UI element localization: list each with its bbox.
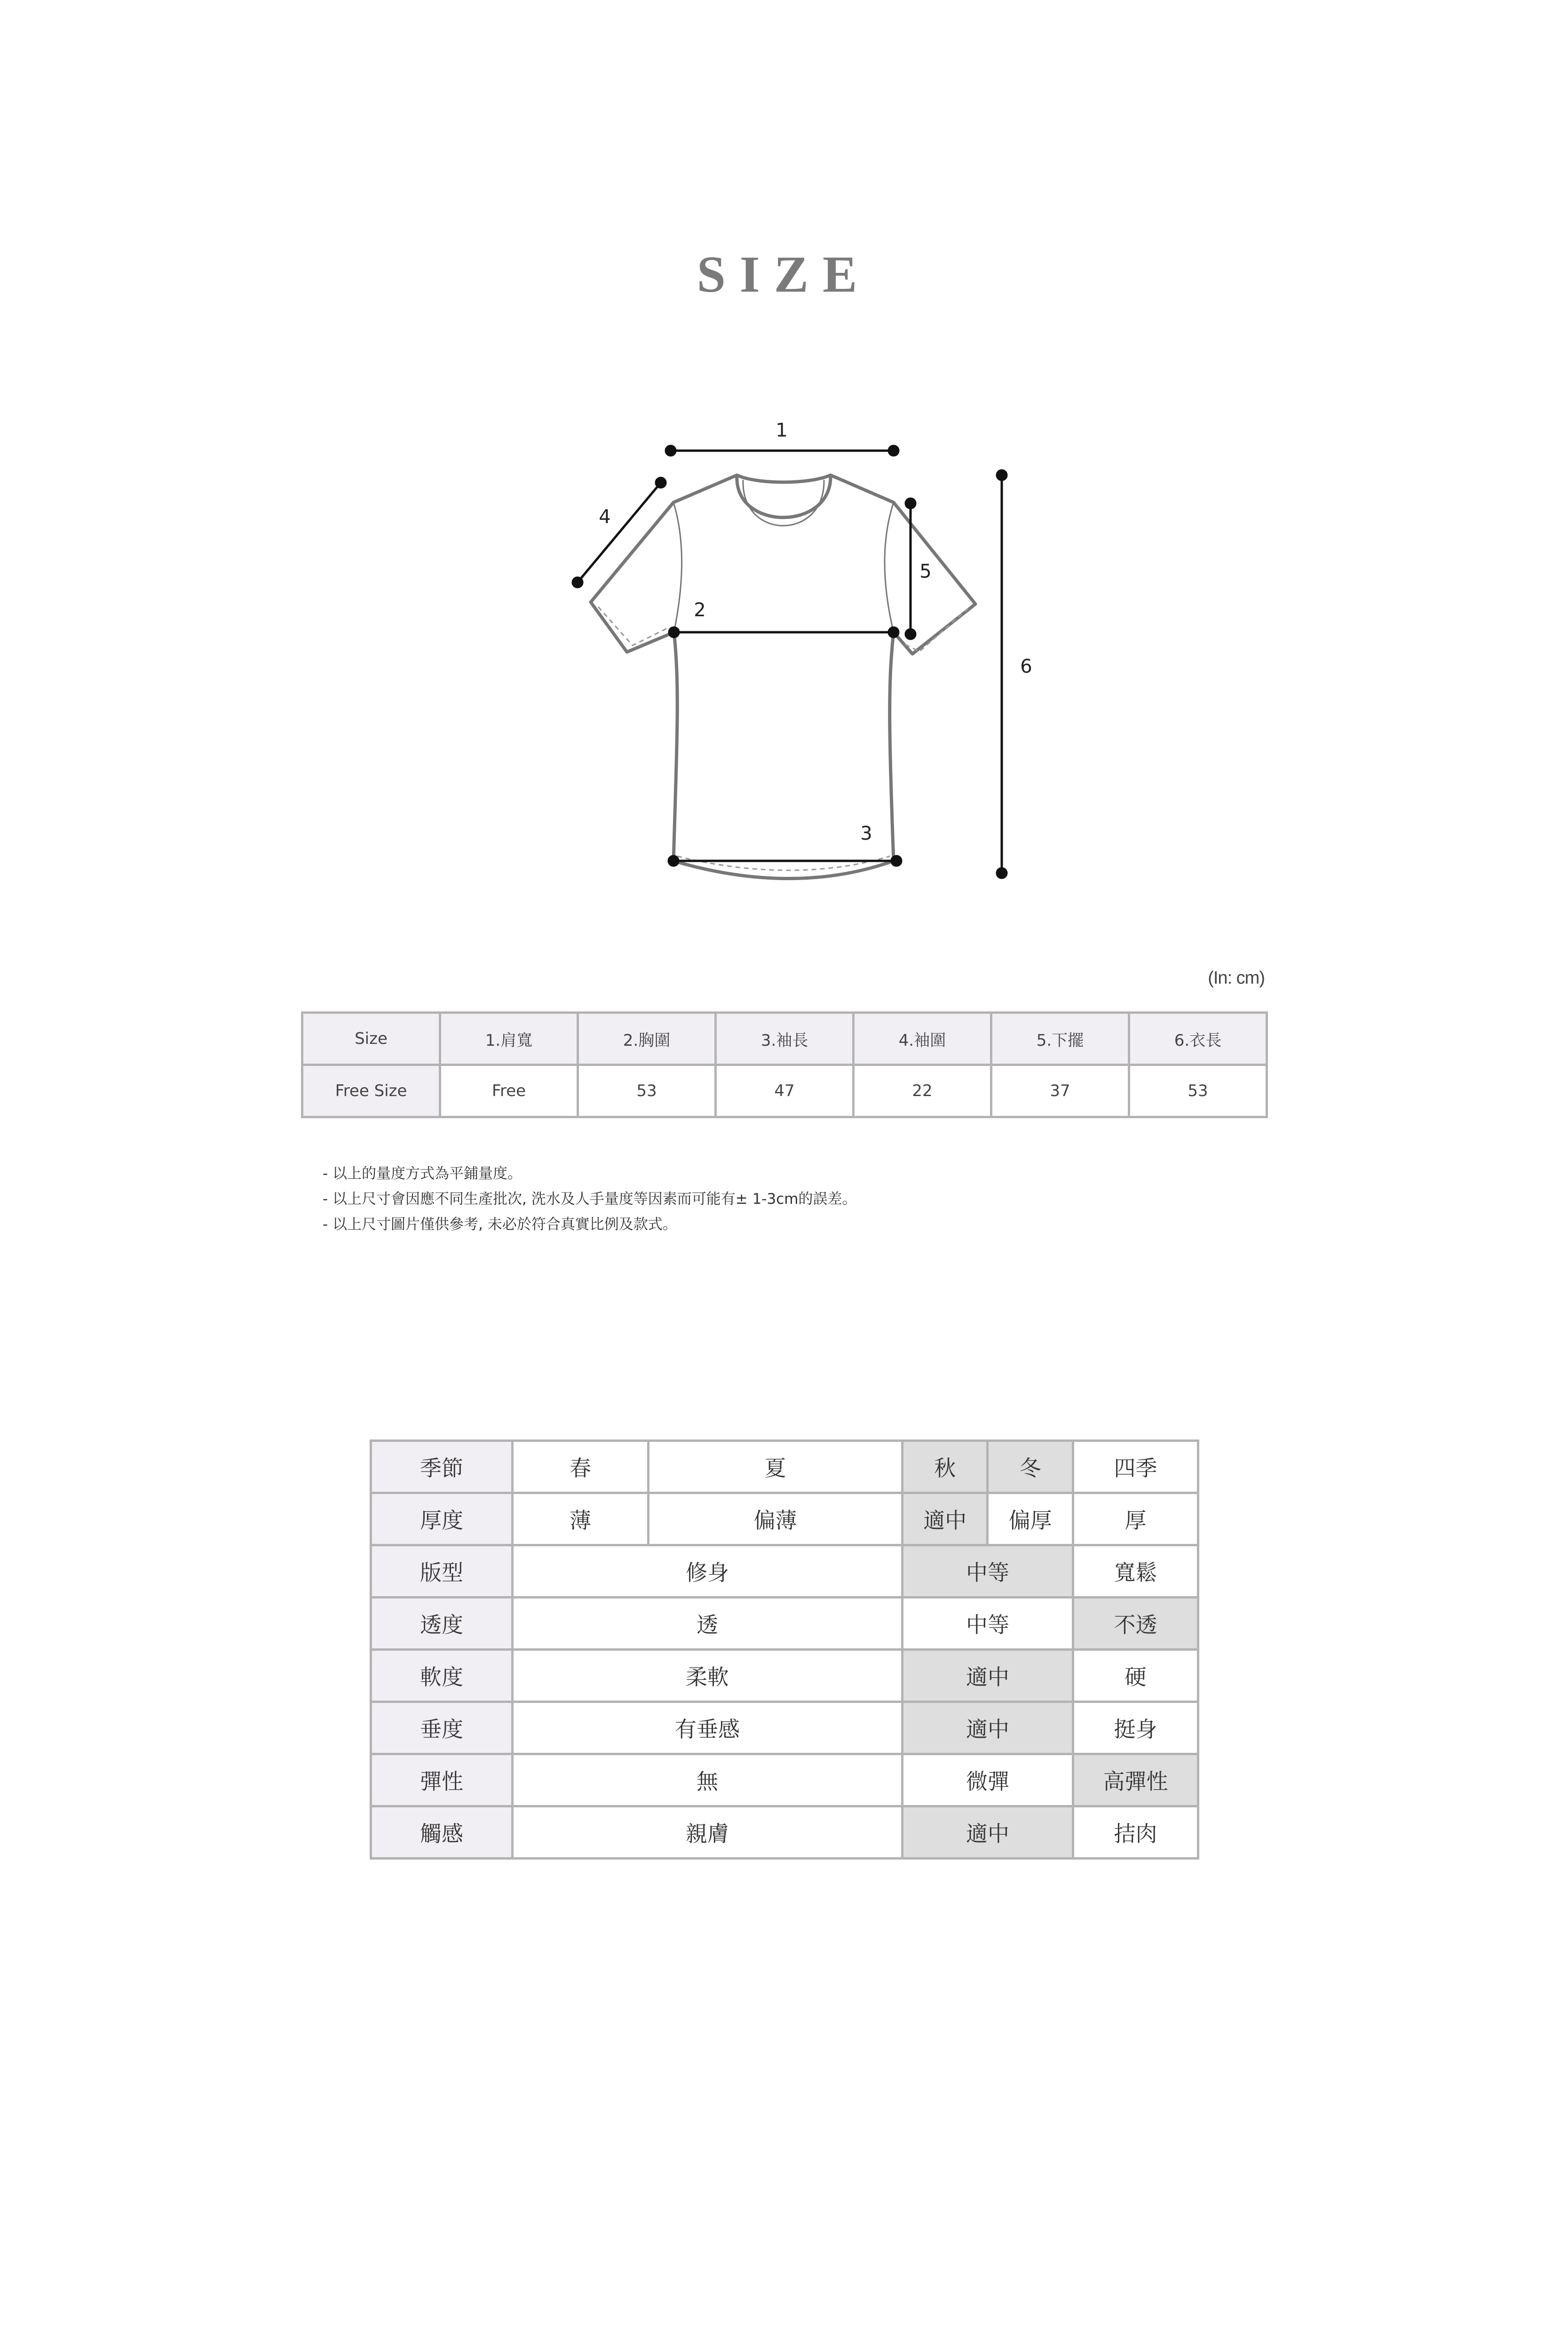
option-cell-selected: 冬 [988, 1441, 1073, 1493]
option-cell: 有垂感 [513, 1702, 903, 1754]
note-line: - 以上尺寸圖片僅供參考, 未必於符合真實比例及款式。 [323, 1216, 677, 1233]
option-cell: 春 [513, 1441, 649, 1493]
size-table-header [302, 1013, 1267, 1065]
option-cell-selected: 秋 [902, 1441, 988, 1493]
stitch-right-sleeve [905, 608, 969, 652]
tshirt-outline [591, 475, 975, 879]
row-label: 透度 [371, 1598, 513, 1650]
page-title: SIZE [697, 246, 871, 303]
table-row [302, 1065, 1267, 1117]
header-cell: 1.肩寬 [440, 1013, 578, 1065]
option-cell: 夏 [649, 1441, 903, 1493]
row-touch [371, 1806, 1198, 1859]
option-cell: 寬鬆 [1073, 1545, 1198, 1598]
header-cell: 2.胸圍 [578, 1013, 716, 1065]
row-drape [371, 1702, 1198, 1754]
value-cell: 53 [578, 1065, 716, 1117]
row-label: 厚度 [371, 1493, 513, 1545]
row-elasticity [371, 1754, 1198, 1806]
row-label: 季節 [371, 1441, 513, 1493]
option-cell-selected: 適中 [902, 1806, 1073, 1859]
option-cell: 無 [513, 1754, 903, 1806]
row-label: 垂度 [371, 1702, 513, 1754]
row-fit [371, 1545, 1198, 1598]
header-cell: 4.袖圍 [854, 1013, 991, 1065]
notes [323, 1161, 856, 1237]
option-cell-selected: 適中 [902, 1702, 1073, 1754]
option-cell: 微彈 [902, 1754, 1073, 1806]
value-cell: 47 [716, 1065, 854, 1117]
fabric-properties-table [370, 1439, 1199, 1860]
stitch-hem [677, 856, 890, 870]
row-transparency [371, 1598, 1198, 1650]
header-cell: 6.衣長 [1129, 1013, 1267, 1065]
value-cell: Free [440, 1065, 578, 1117]
option-cell: 薄 [513, 1493, 649, 1545]
row-thickness [371, 1493, 1198, 1545]
row-season [371, 1441, 1198, 1493]
label-6: 6 [1020, 656, 1032, 677]
option-cell: 透 [513, 1598, 903, 1650]
option-cell: 四季 [1073, 1441, 1198, 1493]
option-cell-selected: 高彈性 [1073, 1754, 1198, 1806]
unit-label: (In: cm) [1208, 968, 1265, 988]
size-cell: Free Size [302, 1065, 440, 1117]
size-table [301, 1011, 1268, 1118]
header-cell: 5.下擺 [991, 1013, 1129, 1065]
option-cell-selected: 適中 [902, 1493, 988, 1545]
option-cell: 挺身 [1073, 1702, 1198, 1754]
header-cell: Size [302, 1013, 440, 1065]
row-label: 彈性 [371, 1754, 513, 1806]
label-3: 3 [860, 823, 872, 844]
option-cell-selected: 不透 [1073, 1598, 1198, 1650]
option-cell: 偏薄 [649, 1493, 903, 1545]
label-1: 1 [776, 420, 788, 441]
option-cell: 拮肉 [1073, 1806, 1198, 1859]
option-cell-selected: 適中 [902, 1650, 1073, 1702]
note-line: - 以上尺寸會因應不同生產批次, 洗水及人手量度等因素而可能有± 1-3cm的誤差。 [323, 1191, 857, 1208]
label-5: 5 [919, 561, 932, 582]
option-cell: 硬 [1073, 1650, 1198, 1702]
option-cell: 中等 [902, 1598, 1073, 1650]
value-cell: 22 [854, 1065, 991, 1117]
value-cell: 53 [1129, 1065, 1267, 1117]
value-cell: 37 [991, 1065, 1129, 1117]
row-softness [371, 1650, 1198, 1702]
row-label: 版型 [371, 1545, 513, 1598]
row-label: 觸感 [371, 1806, 513, 1859]
tshirt-armhole-right [885, 502, 894, 632]
tshirt-armhole-left [673, 502, 682, 632]
header-cell: 3.袖長 [716, 1013, 854, 1065]
option-cell: 親膚 [513, 1806, 903, 1859]
option-cell: 修身 [513, 1545, 903, 1598]
option-cell: 偏厚 [988, 1493, 1073, 1545]
label-4: 4 [599, 506, 611, 528]
option-cell-selected: 中等 [902, 1545, 1073, 1598]
row-label: 軟度 [371, 1650, 513, 1702]
option-cell: 厚 [1073, 1493, 1198, 1545]
note-line: - 以上的量度方式為平鋪量度。 [323, 1165, 523, 1182]
tshirt-measurement-diagram [0, 0, 1568, 941]
label-2: 2 [694, 599, 706, 621]
option-cell: 柔軟 [513, 1650, 903, 1702]
